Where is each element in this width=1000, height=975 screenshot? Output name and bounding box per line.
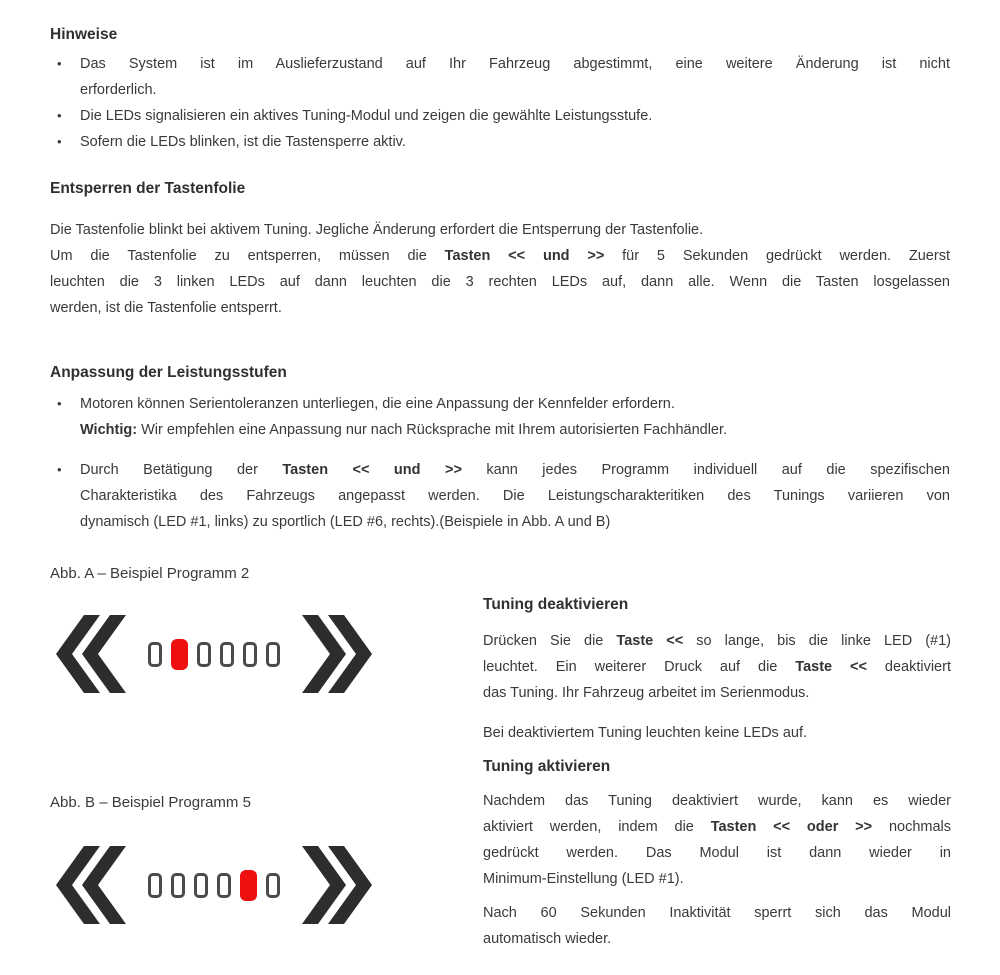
led-row: [148, 846, 280, 924]
text-line: dynamisch (LED #1, links) zu sportlich (LED #6, rechts).(Beispiele in Abb. A und B): [80, 514, 611, 530]
bullet-icon: •: [57, 396, 62, 411]
double-chevron-right-icon: [302, 615, 372, 693]
tuning-instructions-column: [483, 596, 951, 952]
section-title-anpassung: Anpassung der Leistungsstufen: [50, 364, 287, 381]
text-line: Minimum-Einstellung (LED #1).: [483, 871, 684, 887]
figures-and-tuning-columns: [50, 565, 950, 965]
aktivieren-paragraph: [483, 788, 951, 892]
text-line: gedrückt werden. Das Modul ist dann wieder in: [483, 845, 951, 861]
text-line: Um die Tastenfolie zu entsperren, müssen die Tasten << und >> für 5 Sekunden gedrückt werden. Zuerst: [50, 248, 950, 264]
text-line: Das System ist im Auslieferzustand auf Ihr Fahrzeug abgestimmt, eine weitere Änderung ist nicht: [80, 56, 950, 72]
bullet-text: [80, 129, 950, 155]
led-off: [266, 642, 280, 667]
section-title-tuning-aktivieren: Tuning aktivieren: [483, 758, 611, 775]
led-off: [266, 873, 280, 898]
led-off: [197, 642, 211, 667]
text-line: aktiviert werden, indem die Tasten << oder >> nochmals: [483, 819, 952, 835]
double-chevron-right-icon: [302, 846, 372, 924]
figure-a-led-display: [56, 615, 372, 693]
bullet-text: [80, 51, 950, 103]
section-title-tuning-deaktivieren: Tuning deaktivieren: [483, 596, 629, 613]
led-on: [171, 639, 188, 670]
text-line: Nach 60 Sekunden Inaktivität sperrt sich das Modul: [483, 905, 951, 921]
text-line: Durch Betätigung der Tasten << und >> kann jedes Programm individuell auf die spezifischen: [80, 462, 950, 478]
list-item: [50, 391, 950, 443]
bullet-text: [80, 457, 950, 535]
text-line: erforderlich.: [80, 82, 157, 98]
list-item: [50, 51, 950, 103]
list-item: [50, 129, 950, 155]
led-off: [217, 873, 231, 898]
led-row: [148, 615, 280, 693]
led-off: [243, 642, 257, 667]
section-title-entsperren: Entsperren der Tastenfolie: [50, 180, 246, 197]
text-line: leuchten die 3 linken LEDs auf dann leuchten die 3 rechten LEDs auf, dann alle. Wenn die Tasten losgelassen: [50, 274, 950, 290]
bullet-icon: •: [57, 134, 62, 149]
aktivieren-note: [483, 900, 951, 952]
bullet-text: [80, 391, 950, 443]
figure-b-caption: Abb. B – Beispiel Programm 5: [50, 794, 251, 811]
text-line: Die Tastenfolie blinkt bei aktivem Tuning. Jegliche Änderung erfordert die Entsperrung der Tastenfolie.: [50, 222, 704, 238]
led-off: [148, 873, 162, 898]
text-line: das Tuning. Ihr Fahrzeug arbeitet im Serienmodus.: [483, 685, 810, 701]
figure-a-caption: Abb. A – Beispiel Programm 2: [50, 565, 250, 582]
text-line: automatisch wieder.: [483, 931, 612, 947]
text-line: Sofern die LEDs blinken, ist die Tastensperre aktiv.: [80, 134, 406, 150]
text-line: leuchtet. Ein weiterer Druck auf die Taste << deaktiviert: [483, 659, 951, 675]
deaktivieren-note: [483, 720, 951, 746]
text-line: Charakteristika des Fahrzeugs angepasst werden. Die Leistungscharakteritiken des Tunings variieren von: [80, 488, 950, 504]
bullet-icon: •: [57, 108, 62, 123]
list-item: [50, 457, 950, 535]
list-item: [50, 103, 950, 129]
text-line: Bei deaktiviertem Tuning leuchten keine LEDs auf.: [483, 725, 808, 741]
page-content: [50, 25, 950, 535]
anpassung-list: [50, 391, 950, 535]
section-title-hinweise: Hinweise: [50, 26, 118, 43]
double-chevron-left-icon: [56, 846, 126, 924]
deaktivieren-paragraph: [483, 628, 951, 706]
text-line: Drücken Sie die Taste << so lange, bis die linke LED (#1): [483, 633, 951, 649]
text-line: Nachdem das Tuning deaktiviert wurde, kann es wieder: [483, 793, 951, 809]
led-off: [171, 873, 185, 898]
text-line: Wichtig: Wir empfehlen eine Anpassung nur nach Rücksprache mit Ihrem autorisierten Fachhändler.: [80, 422, 728, 438]
figure-b-led-display: [56, 846, 372, 924]
double-chevron-left-icon: [56, 615, 126, 693]
text-line: Motoren können Serientoleranzen unterliegen, die eine Anpassung der Kennfelder erfordern.: [80, 396, 675, 412]
led-off: [148, 642, 162, 667]
text-line: Die LEDs signalisieren ein aktives Tuning-Modul und zeigen die gewählte Leistungsstufe.: [80, 108, 653, 124]
led-off: [220, 642, 234, 667]
entsperren-paragraph: [50, 217, 950, 321]
hinweise-list: [50, 51, 950, 155]
led-on: [240, 870, 257, 901]
text-line: werden, ist die Tastenfolie entsperrt.: [50, 300, 282, 316]
bullet-icon: •: [57, 56, 62, 71]
bullet-text: [80, 103, 950, 129]
led-off: [194, 873, 208, 898]
bullet-icon: •: [57, 462, 62, 477]
